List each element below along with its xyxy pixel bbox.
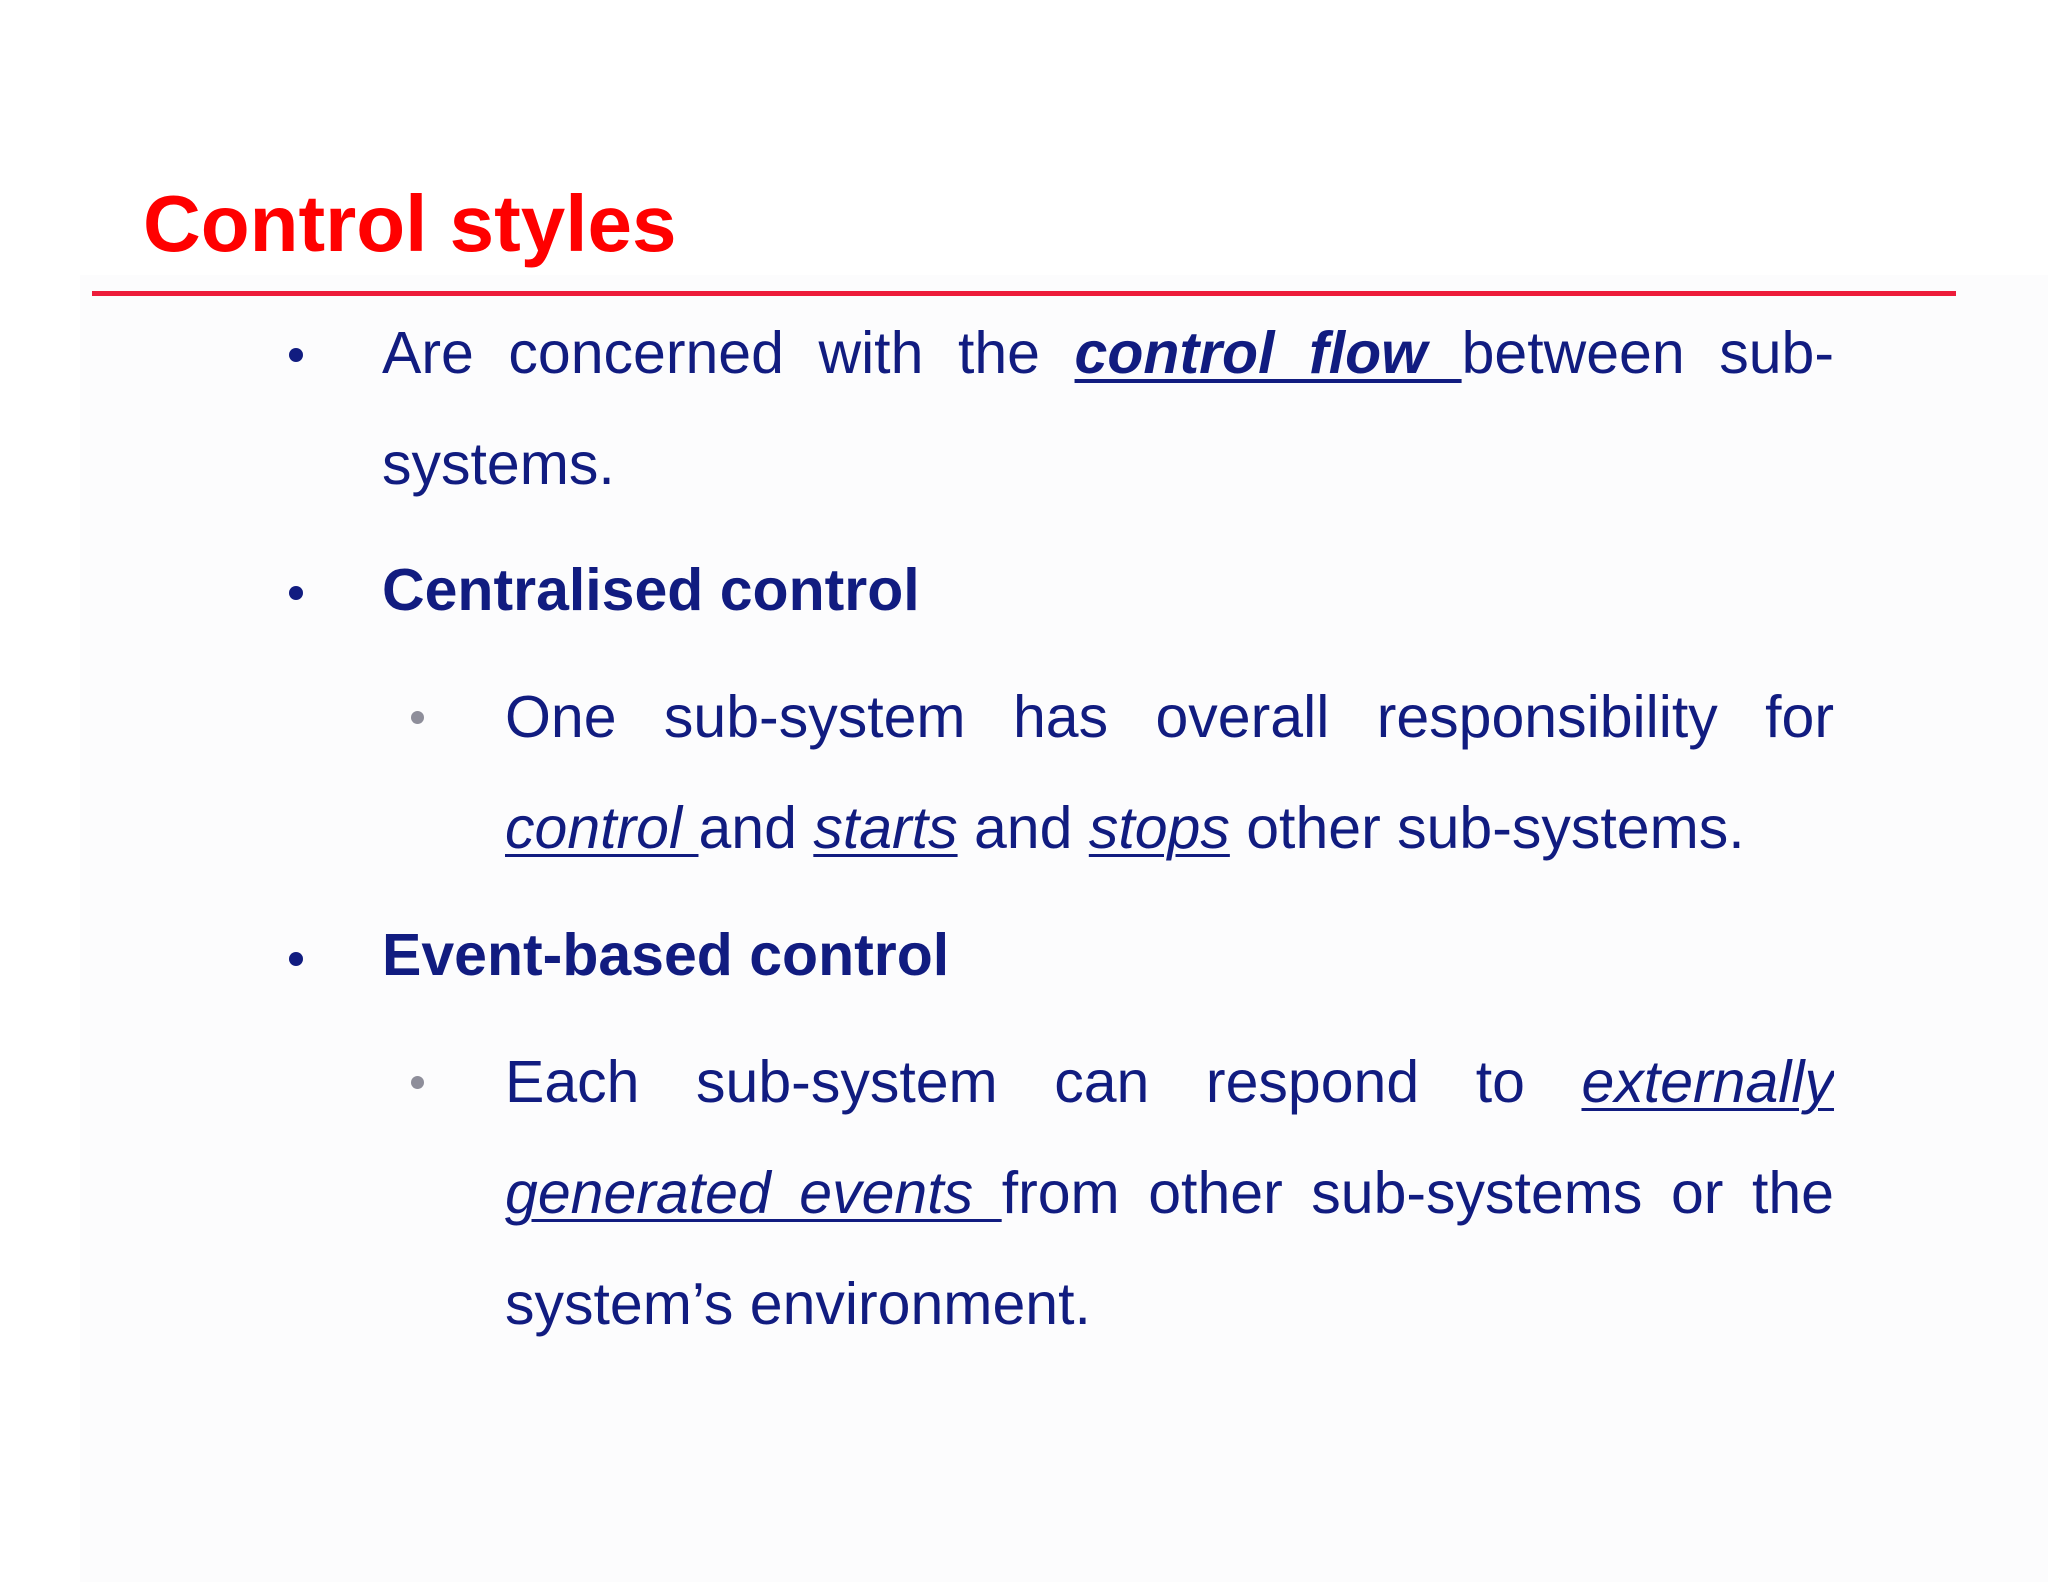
- bullet-1-text-b: between sub-: [1461, 320, 1834, 386]
- sub-bullet-3-line-2: [505, 1158, 1834, 1228]
- bullet-1-emphasis-control-flow: control flow: [1074, 320, 1462, 386]
- bullet-1-line-1: [382, 318, 1834, 388]
- sub-bullet-3-text-a: Each sub-system can respond to: [505, 1049, 1582, 1115]
- bullet-1-line-2: systems.: [382, 431, 615, 497]
- bullet-dot-1: [289, 348, 303, 362]
- sub-bullet-2-text-a: and: [698, 795, 814, 861]
- sub-bullet-2-emphasis-stops: stops: [1088, 795, 1230, 861]
- sub-bullet-3-text-b: from other sub-systems or the: [1001, 1160, 1834, 1226]
- sub-bullet-2-emphasis-starts: starts: [813, 795, 958, 861]
- sub-bullet-dot-3: [411, 1076, 424, 1089]
- sub-bullet-2-emphasis-control: control: [505, 795, 699, 861]
- sub-bullet-2-text-b: and: [957, 795, 1089, 861]
- sub-bullet-3-emphasis-generated-events: generated events: [505, 1160, 1002, 1226]
- bullet-dot-2: [289, 586, 303, 600]
- sub-bullet-3-line-3: system’s environment.: [505, 1271, 1091, 1337]
- bullet-dot-3: [289, 952, 303, 966]
- sub-bullet-2-line-2: [505, 793, 1745, 863]
- bullet-3-heading: Event-based control: [382, 922, 950, 988]
- slide-background: [80, 275, 2048, 1582]
- sub-bullet-2-line-1: One sub-system has overall responsibility for: [505, 684, 1834, 750]
- sub-bullet-3-line-1: [505, 1047, 1834, 1117]
- sub-bullet-dot-2: [411, 711, 424, 724]
- bullet-1-text-a: Are concerned with the: [382, 320, 1075, 386]
- title-underline-rule: [92, 291, 1956, 296]
- sub-bullet-2-text-c: other sub-systems.: [1229, 795, 1745, 861]
- bullet-2-heading: Centralised control: [382, 557, 920, 623]
- sub-bullet-3-emphasis-externally: externally: [1581, 1049, 1834, 1115]
- slide-title: Control styles: [143, 179, 677, 268]
